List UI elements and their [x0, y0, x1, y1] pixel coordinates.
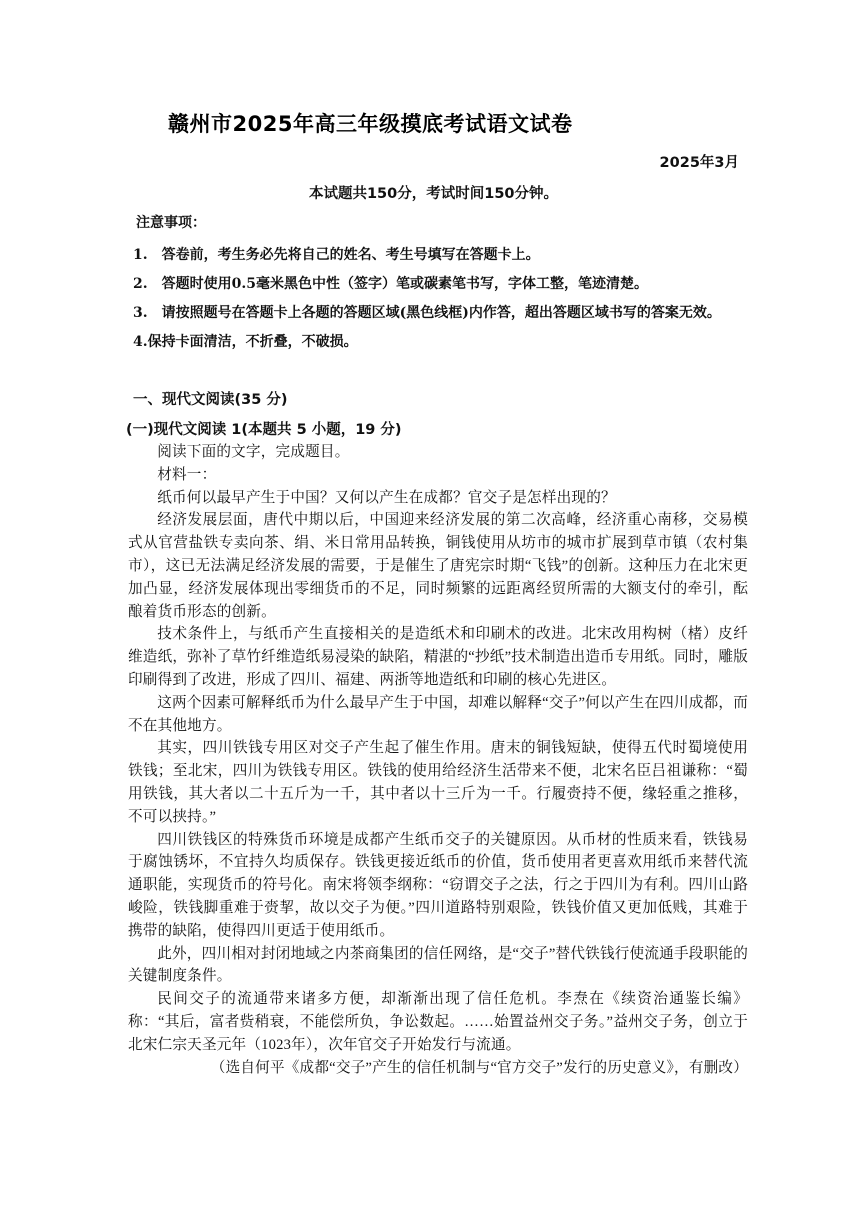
passage-source: （选自何平《成都“交子”产生的信任机制与“官方交子”发行的历史意义》，有删改） — [210, 1059, 748, 1076]
passage-paragraph: 阅读下面的文字，完成题目。 — [157, 444, 350, 460]
passage-paragraph: 材料一： — [157, 466, 217, 483]
passage-paragraph: 此外，四川相对封闭地域之内茶商集团的信任网络，是“交子”替代铁钱行使流通手段职能的关键制度条件。 — [128, 945, 748, 985]
passage-paragraph: 纸币何以最早产生于中国？又何以产生在成都？官交子是怎样出现的？ — [157, 489, 616, 506]
notice-item: 4.保持卡面清洁，不折叠，不破损。 — [133, 334, 358, 350]
passage-paragraph: 民间交子的流通带来诸多方便，却渐渐出现了信任危机。李焘在《续资治通鉴长编》称：“其后，富者赀稍衰，不能偿所负，争讼数起。……始置益州交子务。”益州交子务，创立于北宋仁宗天圣元年（1023年），次年官交子开始发行与流通。 — [128, 991, 748, 1053]
section-heading: 一、现代文阅读(35 分) — [133, 392, 288, 408]
exam-date: 2025年3月 — [659, 155, 739, 171]
notice-item: 2. 答题时使用0.5毫米黑色中性（签字）笔或碳素笔书写，字体工整，笔迹清楚。 — [133, 276, 648, 292]
exam-title: 赣州市2025年高三年级摸底考试语文试卷 — [168, 112, 573, 136]
notice-item: 1. 答卷前，考生务必先将自己的姓名、考生号填写在答题卡上。 — [133, 247, 540, 263]
notices-heading: 注意事项： — [136, 215, 206, 231]
notice-item: 3. 请按照题号在答题卡上各题的答题区域(黑色线框)内作答，超出答题区域书写的答案无效。 — [133, 305, 721, 321]
exam-score-time-note: 本试题共150分，考试时间150分钟。 — [308, 186, 559, 202]
passage-paragraph: 技术条件上，与纸币产生直接相关的是造纸术和印刷术的改进。北宋改用构树（楮）皮纤维造纸，弥补了草竹纤维造纸易浸染的缺陷，精湛的“抄纸”技术制造出造币专用纸。同时，雕版印刷得到了改进，形成了四川、福建、两浙等地造纸和印刷的核心先进区。 — [128, 626, 748, 688]
passage-paragraph: 其实，四川铁钱专用区对交子产生起了催生作用。唐末的铜钱短缺，使得五代时蜀境使用铁钱；至北宋，四川为铁钱专用区。铁钱的使用给经济生活带来不便，北宋名臣吕祖谦称：“蜀用铁钱，其大者以二十五斤为一千，其中者以十三斤为一千。行履赍持不便，缘轻重之推移，不可以挟持。” — [128, 740, 748, 825]
subsection-heading: (一)现代文阅读 1(本题共 5 小题，19 分) — [126, 422, 402, 438]
passage-paragraph: 这两个因素可解释纸币为什么最早产生于中国，却难以解释“交子”何以产生在四川成都，而不在其他地方。 — [128, 694, 748, 734]
notices-list — [133, 241, 743, 357]
passage-paragraph: 经济发展层面，唐代中期以后，中国迎来经济发展的第二次高峰，经济重心南移，交易模式从官营盐铁专卖向茶、绢、米日常用品转换，铜钱使用从坊市的城市扩展到草市镇（农村集市），这已无法满足经济发展的需要，于是催生了唐宪宗时期“飞钱”的创新。这种压力在北宋更加凸显，经济发展体现出零细货币的不足，同时频繁的远距离经贸所需的大额支付的牵引，酝酿着货币形态的创新。 — [128, 512, 748, 620]
passage-paragraph: 四川铁钱区的特殊货币环境是成都产生纸币交子的关键原因。从币材的性质来看，铁钱易于腐蚀锈坏，不宜持久均质保存。铁钱更接近纸币的价值，货币使用者更喜欢用纸币来替代流通职能，实现货币的符号化。南宋将领李纲称：“窃谓交子之法，行之于四川为有利。四川山路峻险，铁钱脚重难于赍挈，故以交子为便。”四川道路特别艰险，铁钱价值又更加低贱，其难于携带的缺陷，使得四川更适于使用纸币。 — [128, 831, 748, 939]
reading-passage — [128, 441, 748, 1079]
